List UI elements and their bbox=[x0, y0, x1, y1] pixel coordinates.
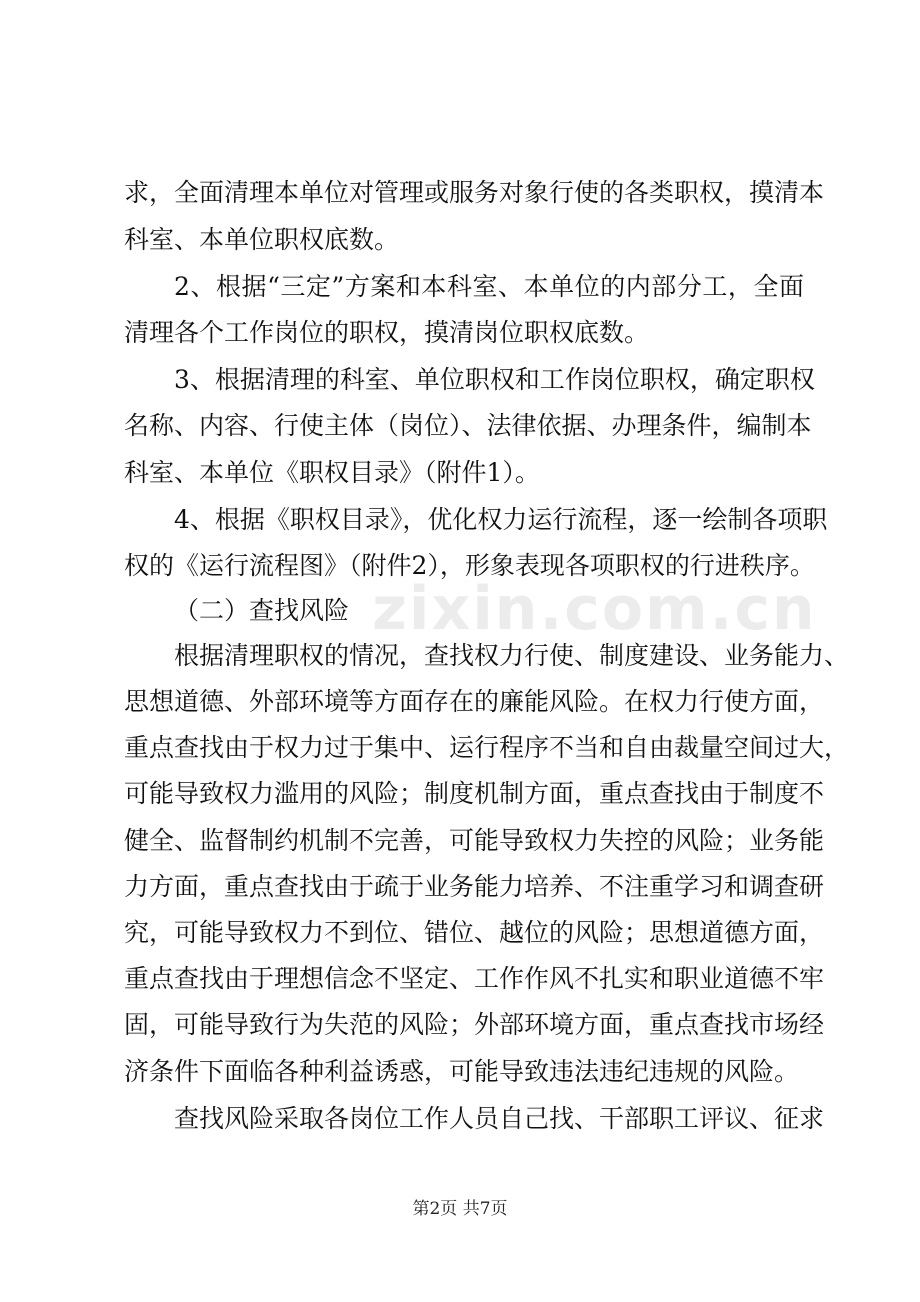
paragraph-line: 查找风险采取各岗位工作人员自己找、干部职工评议、征求 bbox=[174, 1104, 825, 1133]
paragraph-line: 固，可能导致行为失范的风险；外部环境方面，重点查找市场经 bbox=[124, 1010, 825, 1039]
paragraph-line: 4、根据《职权目录》，优化权力运行流程，逐一绘制各项职 bbox=[174, 505, 828, 534]
paragraph-line: 权的《运行流程图》（附件2），形象表现各项职权的行进秩序。 bbox=[124, 551, 815, 580]
paragraph-line: 根据清理职权的情况，查找权力行使、制度建设、业务能力、 bbox=[174, 641, 850, 670]
paragraph-line: 力方面，重点查找由于疏于业务能力培养、不注重学习和调查研 bbox=[124, 872, 825, 901]
paragraph-line: 2、根据“三定”方案和本科室、本单位的内部分工，全面 bbox=[174, 272, 804, 301]
paragraph-line: 究，可能导致权力不到位、错位、越位的风险；思想道德方面， bbox=[124, 918, 825, 947]
paragraph-line: 重点查找由于权力过于集中、运行程序不当和自由裁量空间过大， bbox=[124, 733, 850, 762]
watermark: zixin.com.cn bbox=[372, 574, 817, 644]
paragraph-line: 科室、本单位职权底数。 bbox=[124, 225, 400, 254]
paragraph-line: 思想道德、外部环境等方面存在的廉能风险。在权力行使方面， bbox=[124, 687, 825, 716]
paragraph-line: 可能导致权力滥用的风险；制度机制方面，重点查找由于制度不 bbox=[124, 779, 825, 808]
paragraph-line: 名称、内容、行使主体（岗位）、法律依据、办理条件，编制本 bbox=[124, 411, 812, 440]
paragraph-line: 重点查找由于理想信念不坚定、工作作风不扎实和职业道德不牢 bbox=[124, 964, 825, 993]
paragraph-line: 科室、本单位《职权目录》（附件1）。 bbox=[124, 458, 540, 487]
page-footer: 第2页 共7页 bbox=[412, 1199, 508, 1219]
section-heading: （二）查找风险 bbox=[174, 596, 350, 625]
paragraph-line: 清理各个工作岗位的职权，摸清岗位职权底数。 bbox=[124, 318, 650, 347]
paragraph-line: 健全、监督制约机制不完善，可能导致权力失控的风险；业务能 bbox=[124, 826, 825, 855]
paragraph-line: 济条件下面临各种利益诱惑，可能导致违法违纪违规的风险。 bbox=[124, 1057, 800, 1086]
paragraph-line: 3、根据清理的科室、单位职权和工作岗位职权，确定职权 bbox=[174, 365, 815, 394]
paragraph-line: 求，全面清理本单位对管理或服务对象行使的各类职权，摸清本 bbox=[124, 178, 825, 207]
